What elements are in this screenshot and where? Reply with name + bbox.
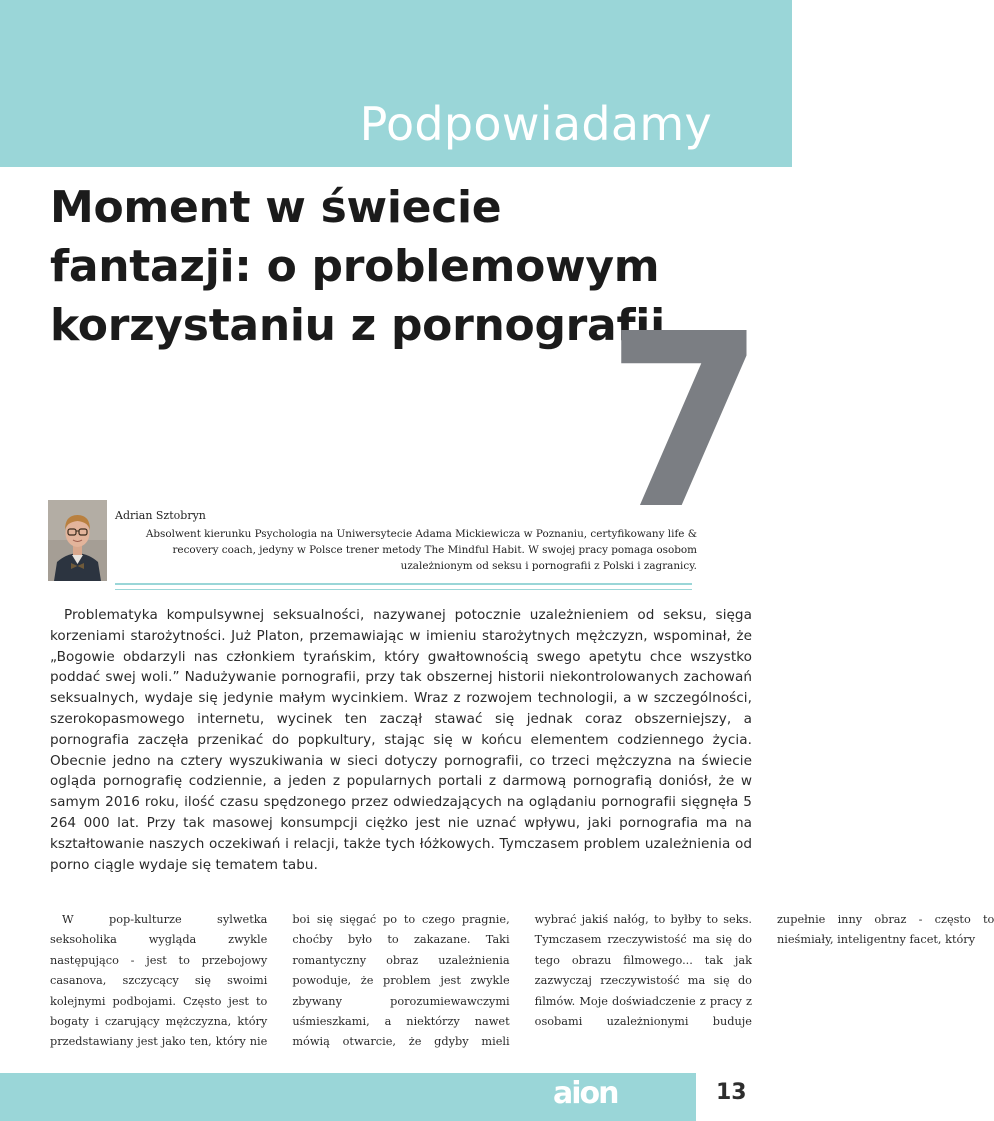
article-title-line-1: Moment w świecie [50, 182, 502, 233]
author-name: Adrian Sztobryn [115, 509, 206, 522]
divider-thin [115, 589, 692, 590]
lead-paragraph: Problematyka kompulsywnej seksualności, nazywanej potocznie uzależnieniem od seksu, sięga korzeniami starożytności. Już Platon, przemawiając w imieniu starożytnych mężczyzn, wspominał, że „Bogowie obdarzyli nas członkiem tyrańskim, który gwałtownością swego apetytu chce wszystko poddać swej woli.” Nadużywanie pornografii, przy tak obszernej historii niekontrolowanych zachowań seksualnych, wydaje się jedynie małym wycinkiem. Wraz z rozwojem technologii, a w szczególności, szerokopasmowego internetu, wycinek ten zaczął stawać się jednak coraz obszerniejszy, a pornografia zaczęła przenikać do popkultury, stając się w końcu elementem codziennego życia. Obecnie jedno na cztery wyszukiwania w sieci dotyczy pornografii, co trzeci mężczyzna na świecie ogląda pornografię codziennie, a jeden z popularnych portali z darmową pornografią doniósł, że w samym 2016 roku, ilość czasu spędzonego przez odwiedzających na oglądaniu pornografii sięgnęła 5 264 000 lat. Przy tak masowej konsumpcji ciężko jest nie uznać wpływu, jaki pornografia ma na kształtowanie naszych oczekiwań i relacji, także tych łóżkowych. Tymczasem problem uzależnienia od porno ciągle wydaje się tematem tabu. [50, 607, 752, 873]
body-paragraph: W pop-kulturze sylwetka seksoholika wygląda zwykle następująco - jest to przebojowy casanova, szczycący się swoimi kolejnymi podbojami. Często jest to bogaty i czarujący mężczyzna, który przedstawiany jest jako ten, który nie boi się sięgać po to czego pragnie, choćby było to zakazane. Taki romantyczny obraz uzależnienia powoduje, że problem jest zwykle zbywany porozumiewawczymi uśmieszkami, a niektórzy nawet mówią otwarcie, że gdyby mieli wybrać jakiś nałóg, to byłby to seks. Tymczasem rzeczywistość ma się do tego obrazu filmowego... tak jak zazwyczaj rzeczywistość ma się do filmów. Moje doświadczenie z pracy z osobami uzależnionymi buduje zupełnie inny obraz - często to nieśmiały, inteligentny facet, który [50, 913, 994, 1049]
author-bio: Absolwent kierunku Psychologia na Uniwersytecie Adama Mickiewicza w Poznaniu, certyfikowany life & recovery coach, jedyny w Polsce trener metody The Mindful Habit. W swojej pracy pomaga osobom uzależnionym od seksu i pornografii z Polski i zagranicy. [145, 528, 697, 572]
body-columns [50, 910, 994, 1060]
issue-number: 7 [606, 282, 765, 562]
brand-logo: aion [553, 1076, 618, 1111]
article-title-line-2: fantazji: o problemowym [50, 241, 660, 292]
section-label: Podpowiadamy [359, 97, 712, 151]
divider [115, 583, 692, 585]
author-photo [48, 500, 107, 581]
article-title-line-3: korzystaniu z pornografii [50, 300, 665, 351]
page-number: 13 [716, 1080, 747, 1105]
